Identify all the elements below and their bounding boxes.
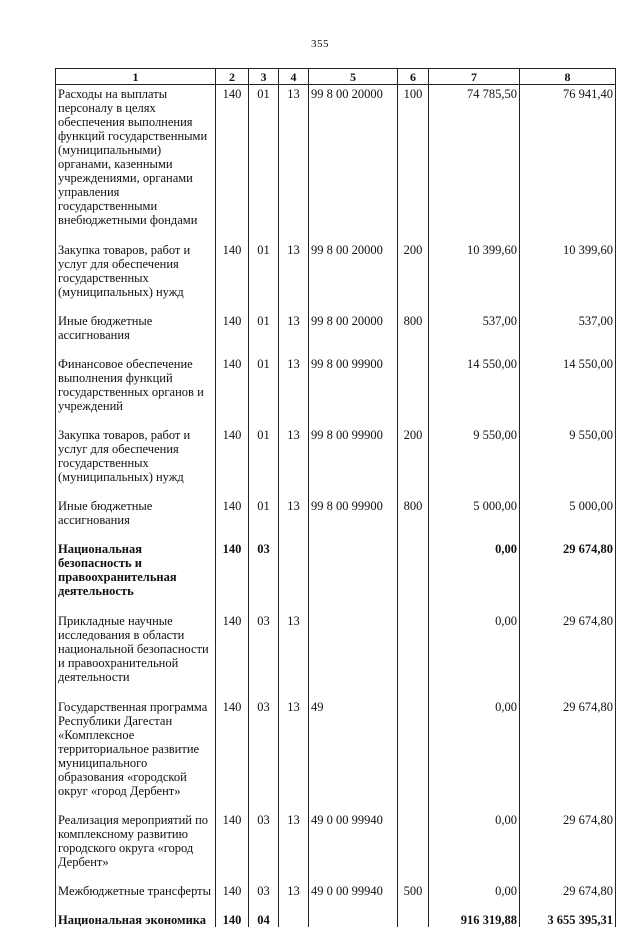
row-amount-col-8: 14 550,00 — [520, 355, 616, 426]
row-expense-type-code — [398, 698, 429, 811]
row-ministry-code: 140 — [216, 811, 249, 882]
row-subsection-code: 13 — [279, 241, 309, 312]
row-ministry-code: 140 — [216, 85, 249, 242]
row-subsection-code: 13 — [279, 811, 309, 882]
row-target-article-code: 49 0 00 99940 — [309, 811, 398, 882]
row-description: Национальная безопасность и правоохранительная деятельность — [56, 540, 216, 612]
row-expense-type-code: 800 — [398, 312, 429, 355]
row-subsection-code: 13 — [279, 426, 309, 497]
table-row — [56, 882, 616, 911]
table-row — [56, 612, 616, 698]
row-target-article-code: 99 8 00 99900 — [309, 355, 398, 426]
row-amount-col-8: 5 000,00 — [520, 497, 616, 540]
header-col-7: 7 — [429, 69, 520, 85]
row-section-code: 03 — [249, 540, 279, 612]
row-description: Иные бюджетные ассигнования — [56, 497, 216, 540]
row-section-code: 01 — [249, 426, 279, 497]
table-row — [56, 85, 616, 242]
row-target-article-code: 99 8 00 99900 — [309, 497, 398, 540]
row-description: Расходы на выплаты персоналу в целях обеспечения выполнения функций государственными (муниципальными) органами, казенными учреждениями, органами управления государственными внебюджетными фондами — [56, 85, 216, 242]
header-col-2: 2 — [216, 69, 249, 85]
row-section-code: 03 — [249, 698, 279, 811]
table-row — [56, 698, 616, 811]
row-subsection-code — [279, 540, 309, 612]
row-target-article-code: 49 0 00 99940 — [309, 882, 398, 911]
row-expense-type-code — [398, 911, 429, 927]
budget-table — [55, 68, 616, 927]
row-section-code: 01 — [249, 85, 279, 242]
row-subsection-code — [279, 911, 309, 927]
table-row — [56, 497, 616, 540]
row-target-article-code: 99 8 00 20000 — [309, 241, 398, 312]
header-col-1: 1 — [56, 69, 216, 85]
row-section-code: 03 — [249, 811, 279, 882]
row-amount-col-7: 5 000,00 — [429, 497, 520, 540]
row-expense-type-code — [398, 540, 429, 612]
row-subsection-code: 13 — [279, 698, 309, 811]
row-amount-col-7: 9 550,00 — [429, 426, 520, 497]
row-amount-col-7: 14 550,00 — [429, 355, 520, 426]
row-description: Прикладные научные исследования в области национальной безопасности и правоохранительной деятельности — [56, 612, 216, 698]
row-description: Закупка товаров, работ и услуг для обеспечения государственных (муниципальных) нужд — [56, 426, 216, 497]
header-col-8: 8 — [520, 69, 616, 85]
row-description: Национальная экономика — [56, 911, 216, 927]
row-amount-col-7: 0,00 — [429, 811, 520, 882]
row-target-article-code: 99 8 00 20000 — [309, 85, 398, 242]
row-amount-col-8: 29 674,80 — [520, 698, 616, 811]
row-amount-col-8: 537,00 — [520, 312, 616, 355]
row-section-code: 01 — [249, 241, 279, 312]
row-expense-type-code: 100 — [398, 85, 429, 242]
row-ministry-code: 140 — [216, 698, 249, 811]
row-description: Закупка товаров, работ и услуг для обеспечения государственных (муниципальных) нужд — [56, 241, 216, 312]
row-ministry-code: 140 — [216, 882, 249, 911]
row-section-code: 04 — [249, 911, 279, 927]
row-section-code: 03 — [249, 882, 279, 911]
row-description: Иные бюджетные ассигнования — [56, 312, 216, 355]
row-amount-col-7: 0,00 — [429, 882, 520, 911]
row-description: Государственная программа Республики Дагестан «Комплексное территориальное развитие муниципального образования «городской округ «город Дербент» — [56, 698, 216, 811]
row-description: Финансовое обеспечение выполнения функций государственных органов и учреждений — [56, 355, 216, 426]
row-expense-type-code: 200 — [398, 426, 429, 497]
row-amount-col-8: 29 674,80 — [520, 882, 616, 911]
row-expense-type-code: 800 — [398, 497, 429, 540]
row-ministry-code: 140 — [216, 355, 249, 426]
row-description: Реализация мероприятий по комплексному развитию городского округа «город Дербент» — [56, 811, 216, 882]
row-amount-col-7: 916 319,88 — [429, 911, 520, 927]
row-subsection-code: 13 — [279, 612, 309, 698]
row-amount-col-8: 29 674,80 — [520, 811, 616, 882]
row-ministry-code: 140 — [216, 911, 249, 927]
table-row — [56, 911, 616, 927]
row-expense-type-code — [398, 612, 429, 698]
row-amount-col-8: 3 655 395,31 — [520, 911, 616, 927]
header-col-4: 4 — [279, 69, 309, 85]
row-ministry-code: 140 — [216, 540, 249, 612]
row-amount-col-7: 0,00 — [429, 698, 520, 811]
header-col-3: 3 — [249, 69, 279, 85]
row-amount-col-8: 76 941,40 — [520, 85, 616, 242]
row-expense-type-code — [398, 811, 429, 882]
row-section-code: 01 — [249, 355, 279, 426]
table-row — [56, 241, 616, 312]
header-col-5: 5 — [309, 69, 398, 85]
row-ministry-code: 140 — [216, 241, 249, 312]
row-target-article-code — [309, 911, 398, 927]
row-section-code: 01 — [249, 312, 279, 355]
row-expense-type-code: 500 — [398, 882, 429, 911]
page-number: 355 — [0, 38, 640, 50]
table-row — [56, 355, 616, 426]
row-section-code: 03 — [249, 612, 279, 698]
row-target-article-code — [309, 540, 398, 612]
row-target-article-code: 99 8 00 99900 — [309, 426, 398, 497]
row-subsection-code: 13 — [279, 882, 309, 911]
row-target-article-code: 99 8 00 20000 — [309, 312, 398, 355]
table-row — [56, 540, 616, 612]
row-ministry-code: 140 — [216, 426, 249, 497]
row-ministry-code: 140 — [216, 612, 249, 698]
row-amount-col-7: 537,00 — [429, 312, 520, 355]
row-amount-col-7: 0,00 — [429, 540, 520, 612]
header-row — [56, 69, 616, 85]
row-subsection-code: 13 — [279, 497, 309, 540]
row-ministry-code: 140 — [216, 312, 249, 355]
row-description: Межбюджетные трансферты — [56, 882, 216, 911]
row-subsection-code: 13 — [279, 312, 309, 355]
table-row — [56, 312, 616, 355]
row-target-article-code — [309, 612, 398, 698]
table-body — [56, 85, 616, 927]
row-target-article-code: 49 — [309, 698, 398, 811]
row-subsection-code: 13 — [279, 85, 309, 242]
row-expense-type-code: 200 — [398, 241, 429, 312]
row-amount-col-8: 9 550,00 — [520, 426, 616, 497]
row-ministry-code: 140 — [216, 497, 249, 540]
table-row — [56, 426, 616, 497]
row-amount-col-8: 10 399,60 — [520, 241, 616, 312]
row-amount-col-7: 0,00 — [429, 612, 520, 698]
row-amount-col-8: 29 674,80 — [520, 612, 616, 698]
row-amount-col-7: 74 785,50 — [429, 85, 520, 242]
row-section-code: 01 — [249, 497, 279, 540]
row-amount-col-8: 29 674,80 — [520, 540, 616, 612]
row-subsection-code: 13 — [279, 355, 309, 426]
table-header — [56, 69, 616, 85]
header-col-6: 6 — [398, 69, 429, 85]
row-amount-col-7: 10 399,60 — [429, 241, 520, 312]
table-row — [56, 811, 616, 882]
row-expense-type-code — [398, 355, 429, 426]
